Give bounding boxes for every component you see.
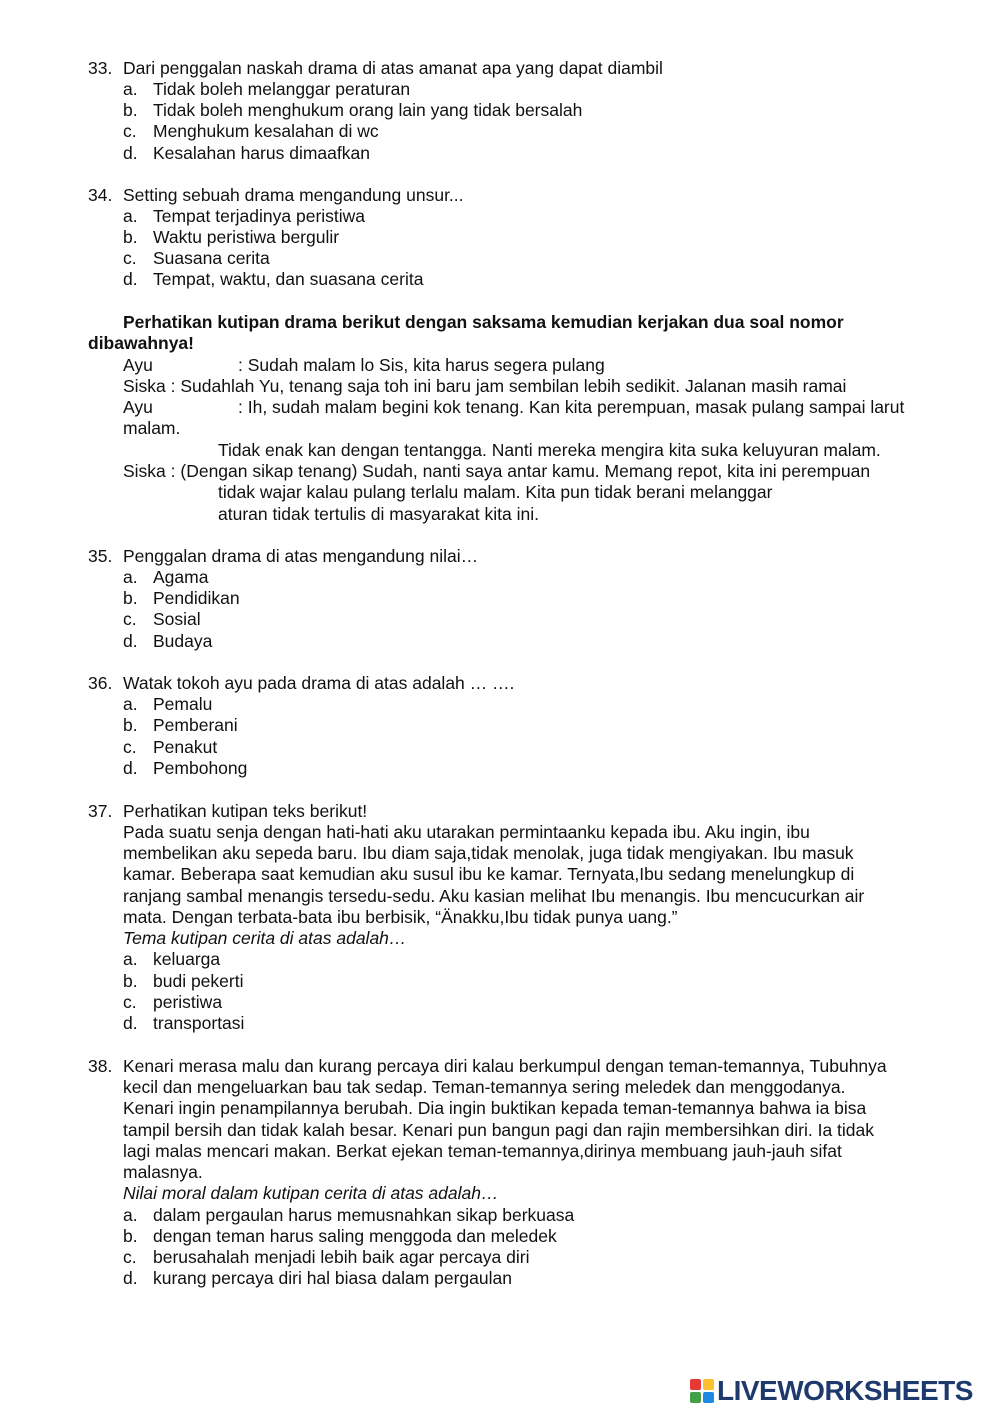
drama-dialogue: Siska : Sudahlah Yu, tenang saja toh ini baru jam sembilan lebih sedikit. Jalanan masih ramai xyxy=(123,376,847,396)
option-label: b. xyxy=(123,100,138,120)
option-text: Tempat, waktu, dan suasana cerita xyxy=(153,269,424,289)
option-text: Budaya xyxy=(153,631,213,651)
drama-speaker: Ayu xyxy=(123,397,153,417)
drama-instruction: Perhatikan kutipan drama berikut dengan saksama kemudian kerjakan dua soal nomor xyxy=(123,312,844,332)
option-label: a. xyxy=(123,206,138,226)
liveworksheets-logo[interactable] xyxy=(690,1374,973,1408)
passage-line: kecil dan mengeluarkan bau tak sedap. Teman-temannya sering meledek dan menggodanya. xyxy=(123,1077,846,1097)
passage-line: kamar. Beberapa saat kemudian aku susul ibu ke kamar. Ternyata,Ibu sedang menelungkup di xyxy=(123,864,855,884)
option-text: Tidak boleh menghukum orang lain yang tidak bersalah xyxy=(153,100,583,120)
option-label: d. xyxy=(123,269,138,289)
passage-line: membelikan aku sepeda baru. Ibu diam saja,tidak menolak, juga tidak mengiyakan. Ibu masuk xyxy=(123,843,854,863)
option-label: d. xyxy=(123,758,138,778)
liveworksheets-logo-icon xyxy=(690,1379,714,1403)
question-number: 38. xyxy=(88,1056,113,1076)
option-text: Sosial xyxy=(153,609,201,629)
drama-dialogue: tidak wajar kalau pulang terlalu malam. Kita pun tidak berani melanggar xyxy=(218,482,773,502)
option-label: b. xyxy=(123,1226,138,1246)
drama-dialogue: : Sudah malam lo Sis, kita harus segera pulang xyxy=(238,355,605,375)
drama-dialogue: aturan tidak tertulis di masyarakat kita ini. xyxy=(218,504,539,524)
passage-line: mata. Dengan terbata-bata ibu berbisik, “Änakku,Ibu tidak punya uang.” xyxy=(123,907,678,927)
passage-line: ranjang sambal menangis tersedu-sedu. Aku kasian melihat Ibu menangis. Ibu mencucurkan air xyxy=(123,886,865,906)
logo-text: LIVEWORKSHEETS xyxy=(717,1375,973,1406)
question-number: 37. xyxy=(88,801,113,821)
option-label: a. xyxy=(123,79,138,99)
question-text: Watak tokoh ayu pada drama di atas adalah … …. xyxy=(123,673,515,693)
question-number: 33. xyxy=(88,58,113,78)
option-text: Menghukum kesalahan di wc xyxy=(153,121,379,141)
option-text: berusahalah menjadi lebih baik agar percaya diri xyxy=(153,1247,530,1267)
drama-dialogue: malam. xyxy=(123,418,181,438)
option-text: budi pekerti xyxy=(153,971,244,991)
option-label: b. xyxy=(123,971,138,991)
option-label: c. xyxy=(123,1247,137,1267)
question-text: Dari penggalan naskah drama di atas amanat apa yang dapat diambil xyxy=(123,58,663,78)
option-text: Pemalu xyxy=(153,694,213,714)
passage-line: tampil bersih dan tidak kalah besar. Kenari pun bangun pagi dan rajin membersihkan diri. Ia tidak xyxy=(123,1120,875,1140)
drama-dialogue: Siska : (Dengan sikap tenang) Sudah, nanti saya antar kamu. Memang repot, kita ini perempuan xyxy=(123,461,871,481)
option-text: Tidak boleh melanggar peraturan xyxy=(153,79,411,99)
question-prompt: Tema kutipan cerita di atas adalah… xyxy=(123,928,407,948)
option-text: Kesalahan harus dimaafkan xyxy=(153,143,370,163)
question-text: Perhatikan kutipan teks berikut! xyxy=(123,801,368,821)
passage-line: lagi malas mencari makan. Berkat ejekan teman-temannya,dirinya membuang jauh-jauh sifat xyxy=(123,1141,842,1161)
option-label: d. xyxy=(123,1268,138,1288)
question-text: Setting sebuah drama mengandung unsur... xyxy=(123,185,464,205)
drama-instruction-cont: dibawahnya! xyxy=(88,333,194,353)
option-text: kurang percaya diri hal biasa dalam pergaulan xyxy=(153,1268,512,1288)
drama-speaker: Ayu xyxy=(123,355,153,375)
option-label: c. xyxy=(123,737,137,757)
question-number: 35. xyxy=(88,546,113,566)
logo-square-icon xyxy=(690,1379,701,1390)
option-text: transportasi xyxy=(153,1013,245,1033)
question-number: 36. xyxy=(88,673,113,693)
question-text: Penggalan drama di atas mengandung nilai… xyxy=(123,546,479,566)
option-text: Waktu peristiwa bergulir xyxy=(153,227,340,247)
logo-square-icon xyxy=(703,1392,714,1403)
option-text: Pembohong xyxy=(153,758,248,778)
drama-dialogue: Tidak enak kan dengan tentangga. Nanti mereka mengira kita suka keluyuran malam. xyxy=(218,440,881,460)
option-label: d. xyxy=(123,631,138,651)
passage-line: Kenari merasa malu dan kurang percaya diri kalau berkumpul dengan teman-temannya, Tubuhnya xyxy=(123,1056,887,1076)
option-label: a. xyxy=(123,1205,138,1225)
option-text: Pemberani xyxy=(153,715,238,735)
question-prompt: Nilai moral dalam kutipan cerita di atas adalah… xyxy=(123,1183,499,1203)
option-label: d. xyxy=(123,143,138,163)
option-label: b. xyxy=(123,715,138,735)
option-label: d. xyxy=(123,1013,138,1033)
option-text: Tempat terjadinya peristiwa xyxy=(153,206,366,226)
option-label: c. xyxy=(123,248,137,268)
option-label: a. xyxy=(123,949,138,969)
passage-line: Kenari ingin penampilannya berubah. Dia ingin buktikan kepada teman-temannya bahwa ia bisa xyxy=(123,1098,867,1118)
option-text: Agama xyxy=(153,567,209,587)
option-text: peristiwa xyxy=(153,992,223,1012)
option-text: Suasana cerita xyxy=(153,248,270,268)
option-label: c. xyxy=(123,992,137,1012)
option-text: dengan teman harus saling menggoda dan meledek xyxy=(153,1226,557,1246)
option-label: b. xyxy=(123,588,138,608)
option-label: a. xyxy=(123,694,138,714)
option-text: Penakut xyxy=(153,737,218,757)
logo-square-icon xyxy=(690,1392,701,1403)
passage-line: malasnya. xyxy=(123,1162,203,1182)
option-text: Pendidikan xyxy=(153,588,240,608)
passage-line: Pada suatu senja dengan hati-hati aku utarakan permintaanku kepada ibu. Aku ingin, ibu xyxy=(123,822,810,842)
drama-dialogue: : Ih, sudah malam begini kok tenang. Kan kita perempuan, masak pulang sampai larut xyxy=(238,397,905,417)
option-text: keluarga xyxy=(153,949,221,969)
option-label: c. xyxy=(123,121,137,141)
option-label: a. xyxy=(123,567,138,587)
question-number: 34. xyxy=(88,185,113,205)
logo-square-icon xyxy=(703,1379,714,1390)
option-text: dalam pergaulan harus memusnahkan sikap berkuasa xyxy=(153,1205,575,1225)
option-label: b. xyxy=(123,227,138,247)
option-label: c. xyxy=(123,609,137,629)
